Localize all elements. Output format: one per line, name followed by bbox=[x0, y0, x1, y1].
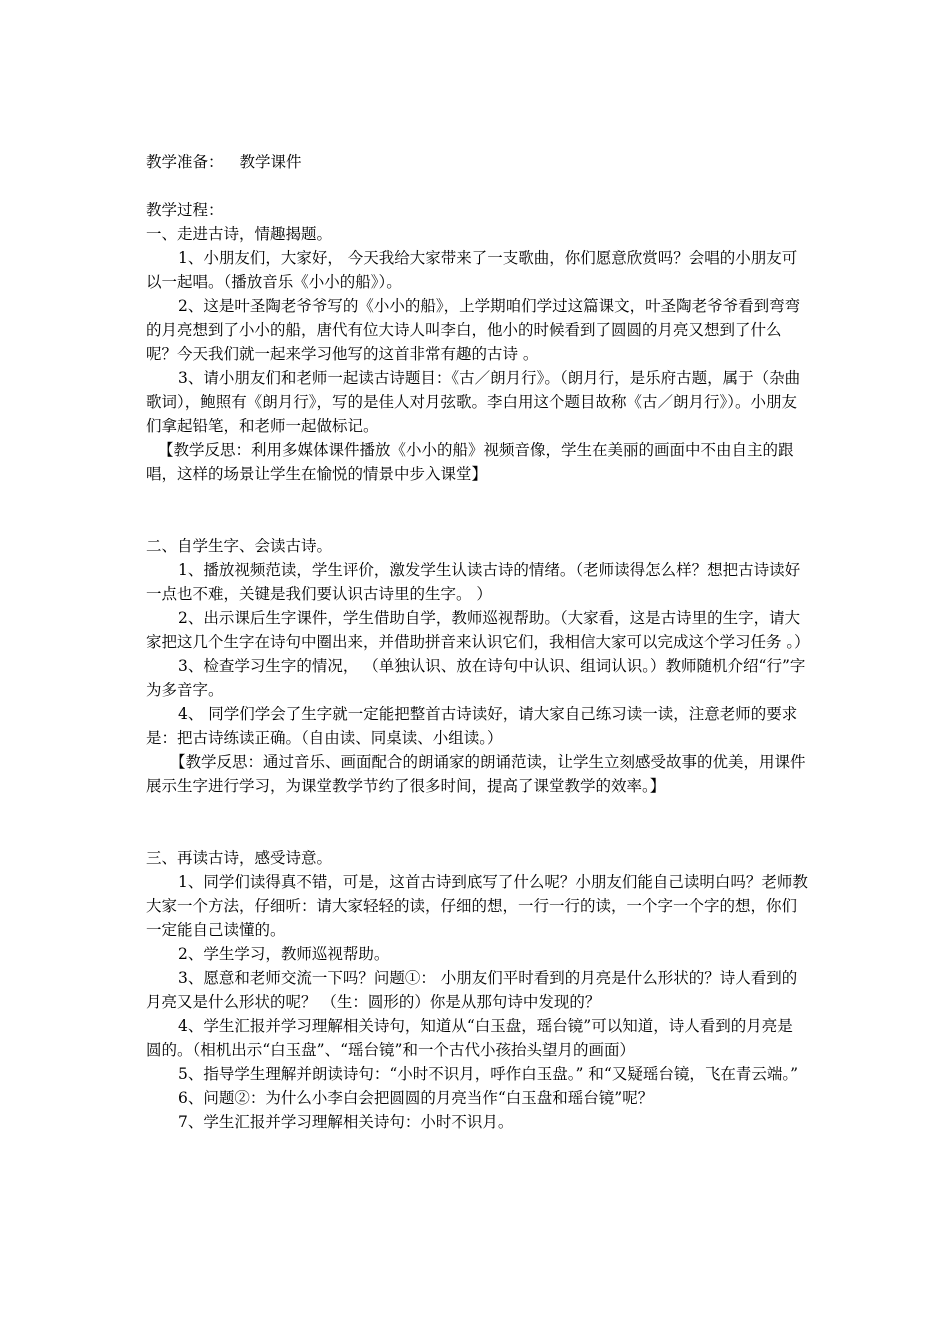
paragraph: 5、指导学生理解并朗读诗句：“小时不识月，呼作白玉盘。” 和“又疑瑶台镜，飞在青云端。” bbox=[178, 1065, 798, 1083]
section-heading-1: 一、走进古诗，情趣揭题。 bbox=[146, 225, 333, 243]
teaching-reflection-1: 【教学反思：利用多媒体课件播放《小小的船》视频音像，学生在美丽的画面中不由自主的跟唱，这样的场景让学生在愉悦的情景中步入课堂】 bbox=[146, 441, 794, 483]
paragraph: 2、这是叶圣陶老爷爷写的《小小的船》，上学期咱们学过这篇课文，叶圣陶老爷爷看到弯弯的月亮想到了小小的船，唐代有位大诗人叫李白，他小的时候看到了圆圆的月亮又想到了什么呢？今天我们就一起来学习他写的这首非常有趣的古诗 。 bbox=[146, 297, 801, 363]
paragraph: 1、同学们读得真不错，可是，这首古诗到底写了什么呢？小朋友们能自己读明白吗？老师教大家一个方法，仔细听：请大家轻轻的读，仔细的想，一行一行的读，一个字一个字的想，你们一定能自己读懂的。 bbox=[146, 873, 808, 939]
section-gap bbox=[146, 798, 808, 846]
prep-value: 教学课件 bbox=[239, 153, 302, 171]
process-title: 教学过程： bbox=[146, 201, 224, 219]
paragraph: 4、 同学们学会了生字就一定能把整首古诗读好，请大家自己练习读一读，注意老师的要求是：把古诗练读正确。（自由读、同桌读、小组读。） bbox=[146, 705, 798, 747]
paragraph: 3、请小朋友们和老师一起读古诗题目：《古／朗月行》。（朗月行，是乐府古题，属于（杂曲歌词），鲍照有《朗月行》，写的是佳人对月弦歌。李白用这个题目故称《古／朗月行》）。小朋友们拿起铅笔，和老师一起做标记。 bbox=[146, 369, 801, 435]
paragraph: 7、学生汇报并学习理解相关诗句：小时不识月。 bbox=[178, 1113, 514, 1131]
prep-label: 教学准备： bbox=[146, 153, 224, 171]
paragraph: 3、愿意和老师交流一下吗？问题①： 小朋友们平时看到的月亮是什么形状的？诗人看到的月亮又是什么形状的呢？ （生：圆形的）你是从那句诗中发现的？ bbox=[146, 969, 798, 1011]
paragraph: 2、学生学习，教师巡视帮助。 bbox=[178, 945, 390, 963]
paragraph: 1、小朋友们，大家好， 今天我给大家带来了一支歌曲，你们愿意欣赏吗？会唱的小朋友可以一起唱。（播放音乐《小小的船》）。 bbox=[146, 249, 798, 291]
paragraph: 6、问题②：为什么小李白会把圆圆的月亮当作“白玉盘和瑶台镜”呢？ bbox=[178, 1089, 654, 1107]
section-heading-3: 三、再读古诗，感受诗意。 bbox=[146, 849, 333, 867]
paragraph: 2、出示课后生字课件，学生借助自学，教师巡视帮助。（大家看，这是古诗里的生字，请大家把这几个生字在诗句中圈出来，并借助拼音来认识它们，我相信大家可以完成这个学习任务 。） bbox=[146, 609, 810, 651]
teaching-reflection-2: 【教学反思：通过音乐、画面配合的朗诵家的朗诵范读，让学生立刻感受故事的优美，用课件展示生字进行学习，为课堂教学节约了很多时间，提高了课堂教学的效率。】 bbox=[146, 753, 806, 795]
section-heading-2: 二、自学生字、会读古诗。 bbox=[146, 537, 333, 555]
document-body bbox=[146, 150, 808, 1134]
teaching-preparation bbox=[146, 150, 808, 174]
section-gap bbox=[146, 486, 808, 534]
paragraph: 4、学生汇报并学习理解相关诗句，知道从“白玉盘，瑶台镜”可以知道，诗人看到的月亮是圆的。（相机出示“白玉盘”、“瑶台镜”和一个古代小孩抬头望月的画面） bbox=[146, 1017, 793, 1059]
paragraph: 3、检查学习生字的情况， （单独认识、放在诗句中认识、组词认识。）教师随机介绍“行”字为多音字。 bbox=[146, 657, 806, 699]
paragraph: 1、播放视频范读，学生评价，激发学生认读古诗的情绪。（老师读得怎么样？想把古诗读好一点也不难，关键是我们要认识古诗里的生字。 ） bbox=[146, 561, 801, 603]
